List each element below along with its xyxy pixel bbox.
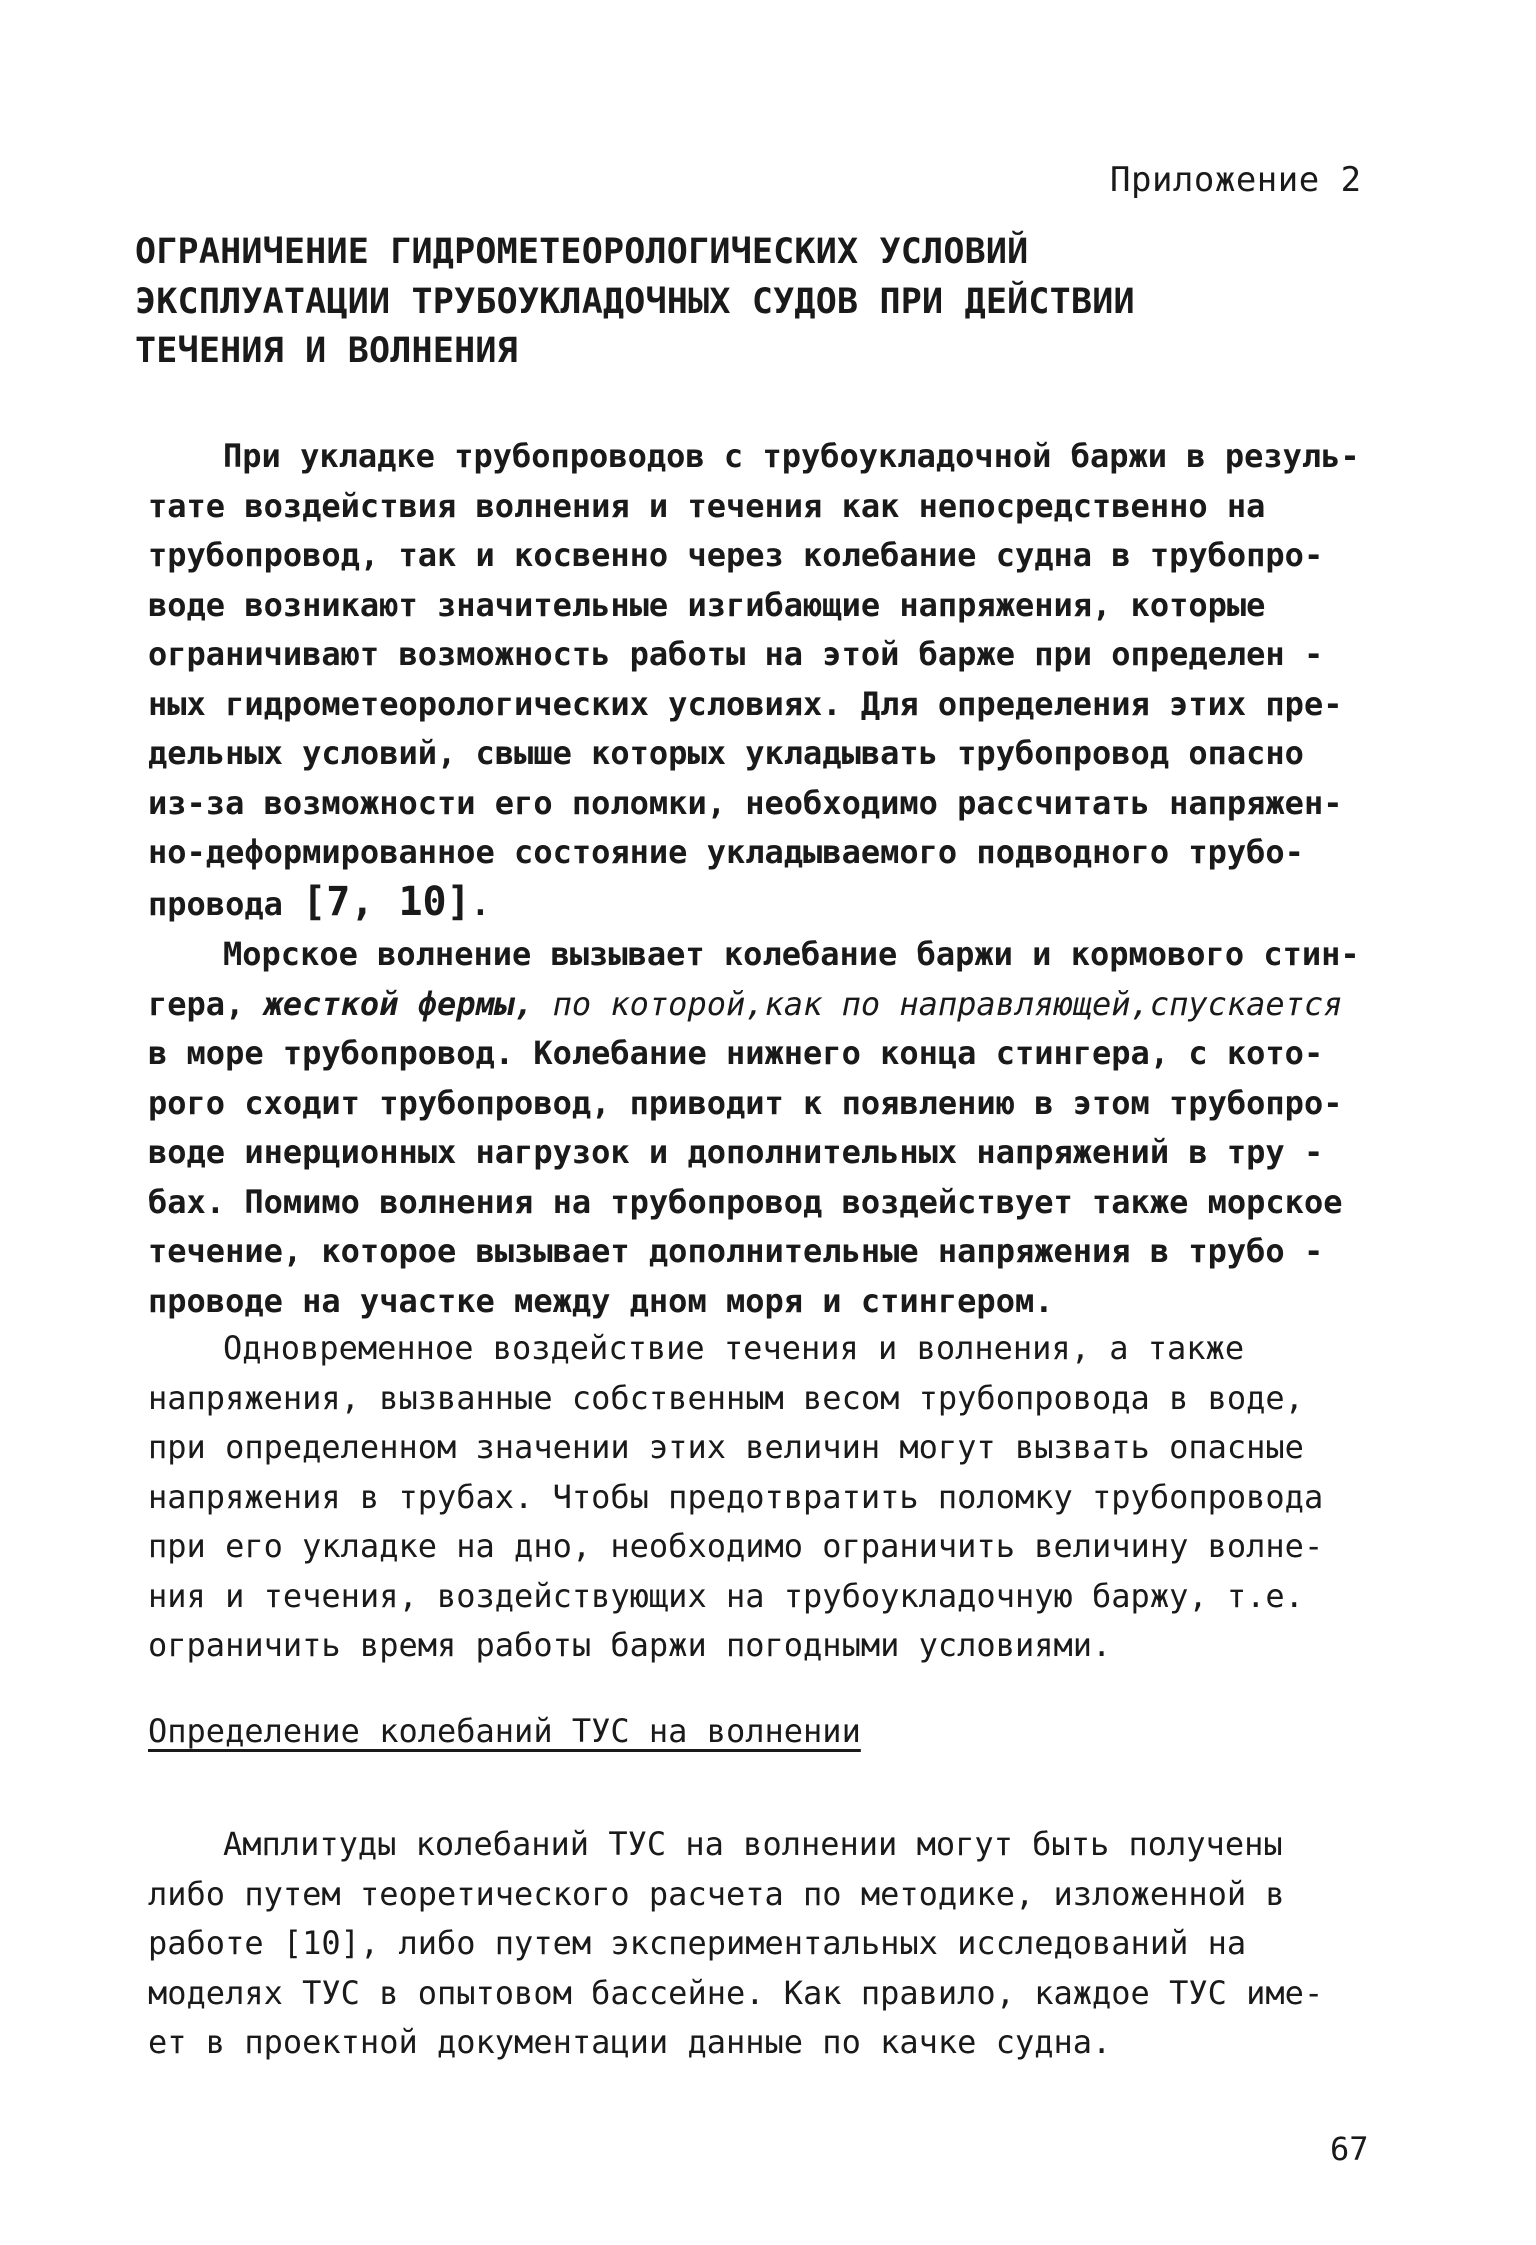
text-fragment: жесткой фермы, bbox=[263, 984, 534, 1023]
citation: [7, 10] bbox=[302, 878, 471, 925]
text-line: при определенном значении этих величин могут вызвать опасные bbox=[148, 1428, 1304, 1466]
paragraph-2 bbox=[148, 930, 1418, 1326]
text-line: дельных условий, свыше которых укладывать трубопровод опасно bbox=[148, 734, 1304, 772]
title-line: ОГРАНИЧЕНИЕ ГИДРОМЕТЕОРОЛОГИЧЕСКИХ УСЛОВИЙ bbox=[135, 232, 1029, 272]
text-line: рого сходит трубопровод, приводит к появлению в этом трубопро- bbox=[148, 1083, 1343, 1122]
text-line: из-за возможности его поломки, необходимо рассчитать напряжен- bbox=[148, 783, 1343, 822]
text-line: Амплитуды колебаний ТУС на волнении могут быть получены bbox=[223, 1825, 1283, 1863]
text-line: либо путем теоретического расчета по методике, изложенной в bbox=[148, 1874, 1285, 1913]
document-title bbox=[135, 225, 1335, 374]
title-line: ЭКСПЛУАТАЦИИ ТРУБОУКЛАДОЧНЫХ СУДОВ ПРИ ДЕЙСТВИИ bbox=[135, 281, 1135, 322]
title-line: ТЕЧЕНИЯ И ВОЛНЕНИЯ bbox=[135, 331, 518, 371]
paragraph-4 bbox=[148, 1820, 1418, 2068]
text-line: напряжения в трубах. Чтобы предотвратить поломку трубопровода bbox=[148, 1477, 1324, 1516]
appendix-label: Приложение 2 bbox=[1110, 160, 1362, 200]
text-line: при его укладке на дно, необходимо ограничить величину волне- bbox=[148, 1527, 1324, 1565]
text-line: воде возникают значительные изгибающие напряжения, которые bbox=[148, 585, 1266, 624]
paragraph-3 bbox=[148, 1324, 1418, 1671]
page-number: 67 bbox=[1330, 2130, 1369, 2168]
text-fragment-italic: по которой,как по направляющей,спускается bbox=[533, 984, 1343, 1023]
text-line: трубопровод, так и косвенно через колебание судна в трубопро- bbox=[148, 536, 1324, 574]
text-line: работе [10], либо путем экспериментальных исследований на bbox=[148, 1924, 1247, 1962]
text-line bbox=[148, 980, 1418, 1030]
text-line: тате воздействия волнения и течения как непосредственно на bbox=[148, 486, 1266, 525]
text-line: ограничивают возможность работы на этой барже при определен - bbox=[148, 635, 1324, 673]
section-heading: Определение колебаний ТУС на волнении bbox=[148, 1712, 861, 1750]
text-line: Морское волнение вызывает колебание баржи и кормового стин- bbox=[223, 935, 1360, 973]
text-fragment: гера, bbox=[148, 984, 264, 1023]
text-fragment: провода bbox=[148, 884, 303, 923]
text-line: в море трубопровод. Колебание нижнего конца стингера, с кото- bbox=[148, 1034, 1324, 1072]
text-line: моделях ТУС в опытовом бассейне. Как правило, каждое ТУС име- bbox=[148, 1973, 1324, 2012]
text-line: ния и течения, воздействующих на трубоукладочную баржу, т.е. bbox=[148, 1576, 1304, 1615]
text-line: ных гидрометеорологических условиях. Для определения этих пре- bbox=[148, 684, 1343, 723]
text-line bbox=[148, 878, 1418, 928]
text-line: ограничить время работы баржи погодными условиями. bbox=[148, 1626, 1112, 1664]
paragraph-1 bbox=[148, 432, 1418, 927]
text-line: течение, которое вызывает дополнительные напряжения в трубо - bbox=[148, 1232, 1324, 1270]
text-line: Одновременное воздействие течения и волнения, а также bbox=[223, 1329, 1245, 1367]
text-fragment: . bbox=[470, 884, 490, 923]
text-line: ет в проектной документации данные по качке судна. bbox=[148, 2023, 1112, 2061]
text-line: бах. Помимо волнения на трубопровод воздействует также морское bbox=[148, 1182, 1343, 1221]
text-line: но-деформированное состояние укладываемого подводного трубо- bbox=[148, 833, 1304, 871]
text-line: напряжения, вызванные собственным весом трубопровода в воде, bbox=[148, 1378, 1304, 1417]
text-line: воде инерционных нагрузок и дополнительных напряжений в тру - bbox=[148, 1133, 1324, 1171]
text-line: При укладке трубопроводов с трубоукладочной баржи в резуль- bbox=[223, 437, 1360, 475]
text-line: проводе на участке между дном моря и стингером. bbox=[148, 1281, 1054, 1320]
